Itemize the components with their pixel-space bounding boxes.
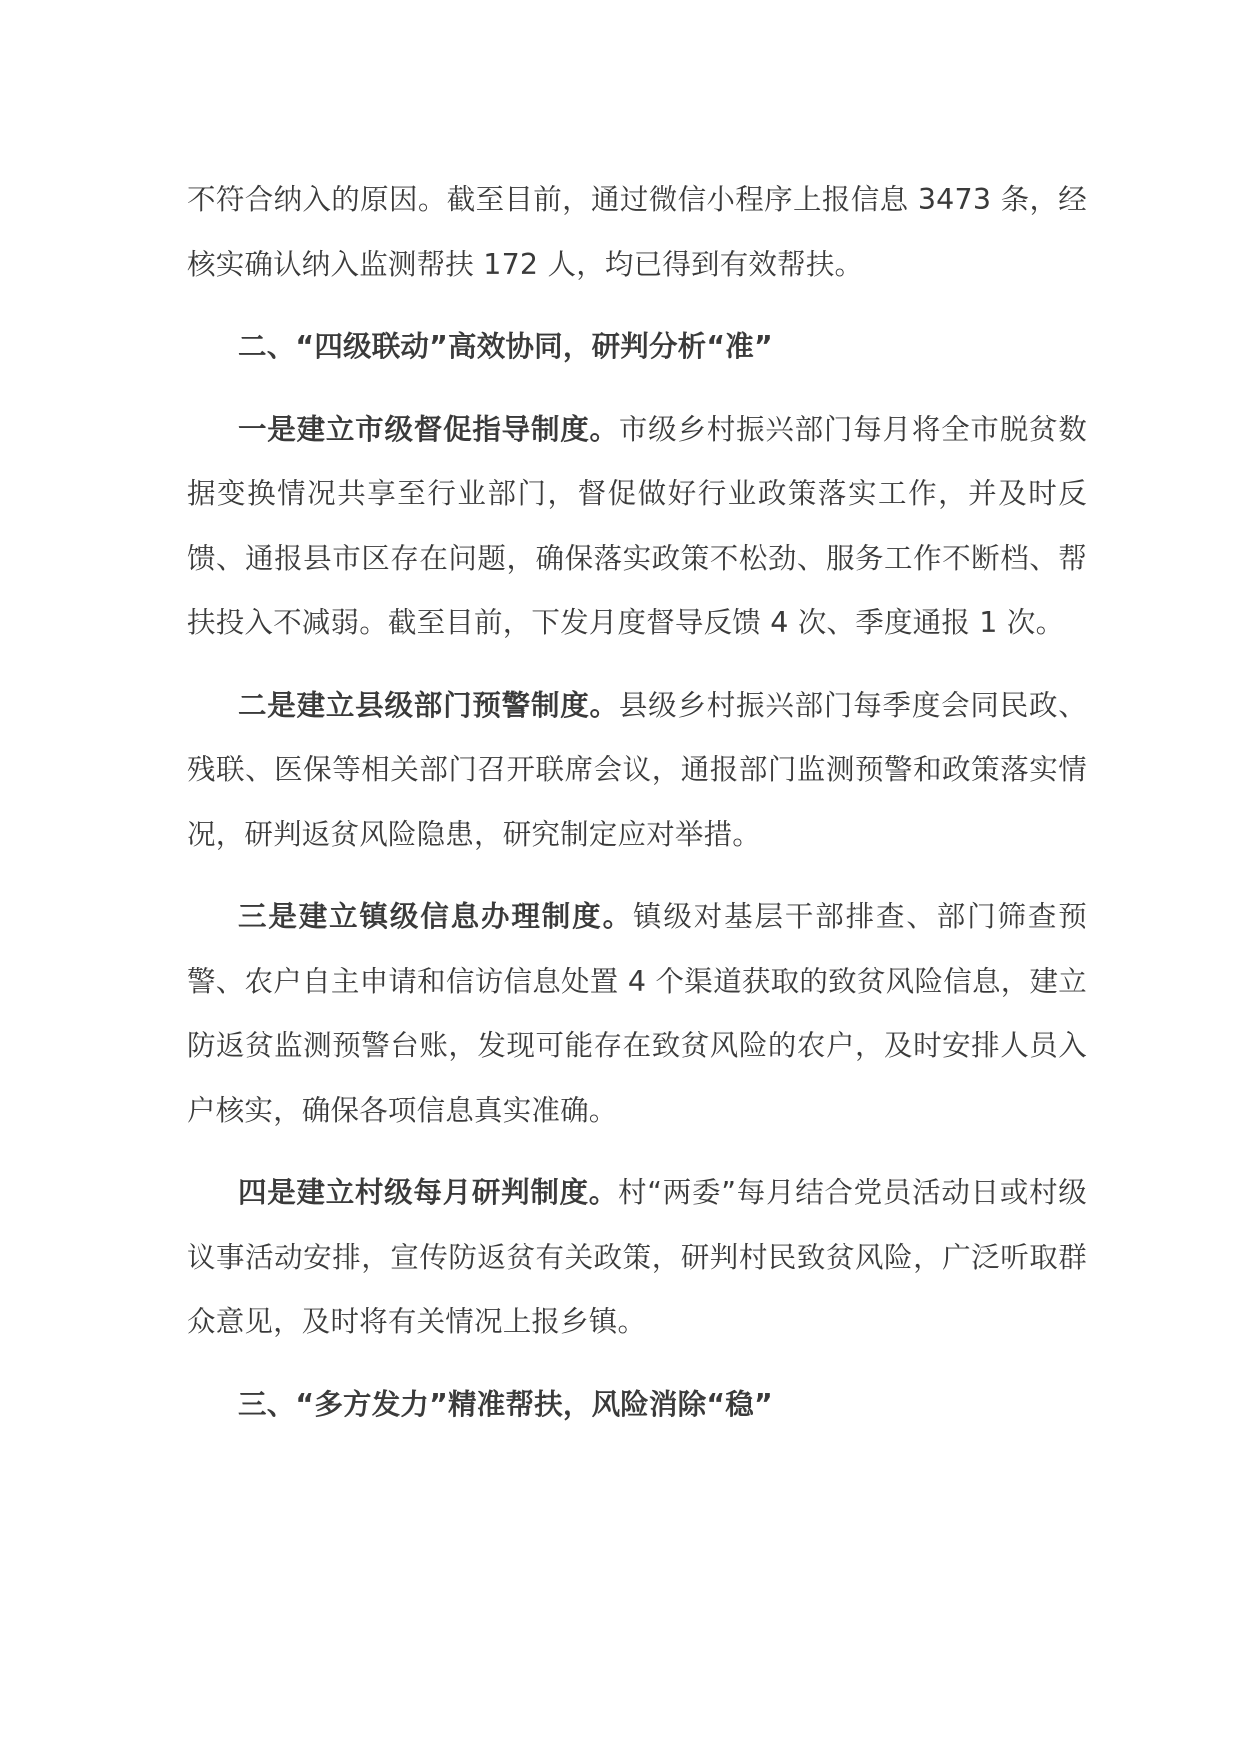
item-1-text: 市级乡村振兴部门每月将全市脱贫数据变换情况共享至行业部门，督促做好行业政策落实工作，并及时反馈、通报县市区存在问题，确保落实政策不松劲、服务工作不断档、帮扶投入不减弱。截至目前，下发月度督导反馈 4 次、季度通报 1 次。 — [187, 412, 1088, 639]
item-4-text: 村“两委”每月结合党员活动日或村级议事活动安排，宣传防返贫有关政策，研判村民致贫风险，广泛听取群众意见，及时将有关情况上报乡镇。 — [187, 1176, 1087, 1338]
paragraph-item-3 — [187, 885, 1087, 1143]
paragraph-item-2 — [187, 674, 1087, 868]
document-body — [187, 168, 1087, 1455]
paragraph-continuation: 不符合纳入的原因。截至目前，通过微信小程序上报信息 3473 条，经核实确认纳入监测帮扶 172 人，均已得到有效帮扶。 — [187, 183, 1087, 281]
paragraph-item-4 — [187, 1161, 1087, 1355]
item-2-text: 县级乡村振兴部门每季度会同民政、残联、医保等相关部门召开联席会议，通报部门监测预警和政策落实情况，研判返贫风险隐患，研究制定应对举措。 — [187, 688, 1088, 851]
item-3-text: 镇级对基层干部排查、部门筛查预警、农户自主申请和信访信息处置 4 个渠道获取的致贫风险信息，建立防返贫监测预警台账，发现可能存在致贫风险的农户，及时安排人员入户核实，确保各项信息真实准确。 — [187, 900, 1087, 1127]
item-1-lead: 一是建立市级督促指导制度。 — [238, 412, 619, 446]
item-3-lead: 三是建立镇级信息办理制度。 — [238, 900, 633, 933]
section-heading-2: 二、“四级联动”高效协同，研判分析“准” — [238, 330, 773, 363]
item-2-lead: 二是建立县级部门预警制度。 — [238, 688, 619, 722]
section-heading-3: 三、“多方发力”精准帮扶，风险消除“稳” — [238, 1387, 773, 1421]
paragraph-item-1 — [187, 398, 1087, 656]
item-4-lead: 四是建立村级每月研判制度。 — [238, 1176, 619, 1209]
